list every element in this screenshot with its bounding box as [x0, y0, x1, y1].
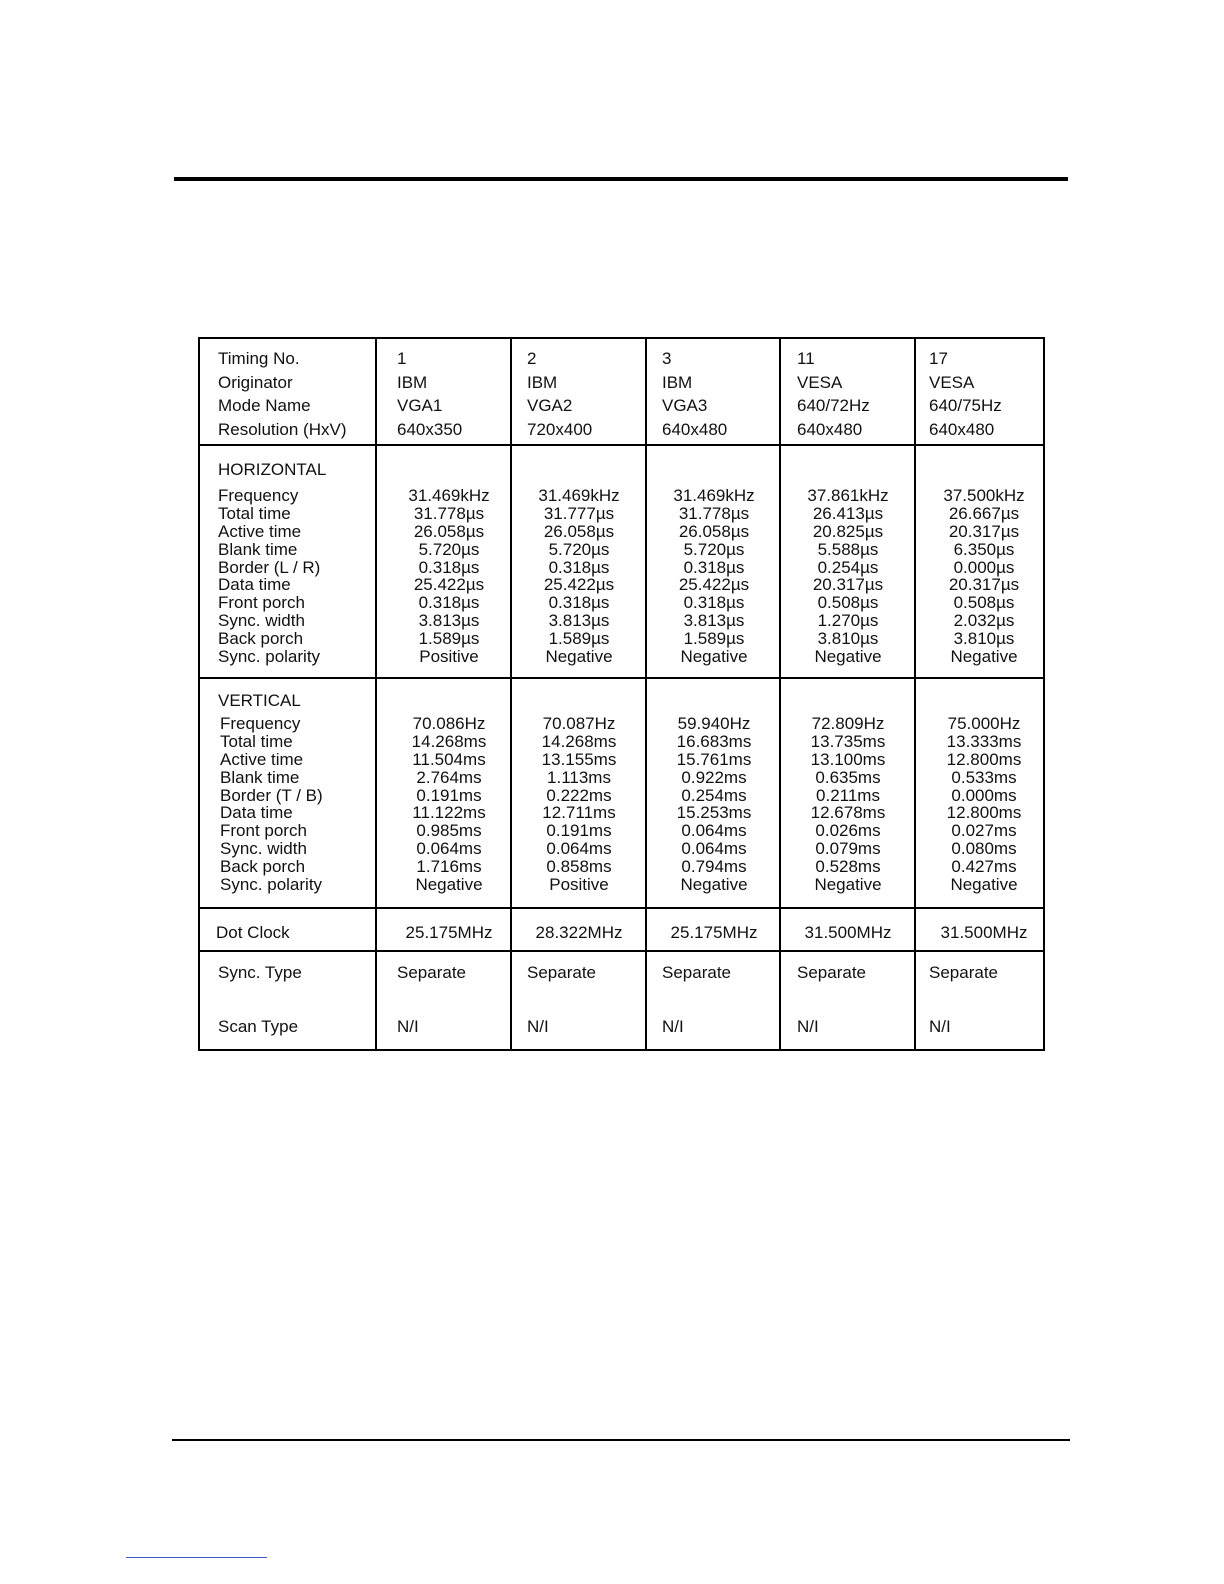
param-value: Negative: [415, 875, 483, 895]
param-value: Positive: [549, 875, 609, 895]
param-label: Border (L / R): [218, 557, 321, 577]
sync-type-value: Separate: [662, 963, 731, 982]
param-value: 5.588µs: [817, 539, 879, 559]
param-label: Border (T / B): [220, 785, 323, 805]
sync-type-value: Separate: [797, 963, 866, 982]
param-value: 25.422µs: [413, 575, 485, 595]
horizontal-section-title: HORIZONTAL: [218, 460, 327, 479]
param-value: 37.500kHz: [943, 486, 1025, 505]
param-value: 20.825µs: [812, 521, 884, 541]
header-column-4: [797, 347, 907, 441]
param-value: 3.813µs: [683, 611, 745, 631]
param-value: 0.858ms: [546, 857, 612, 877]
param-value: 0.027ms: [951, 821, 1017, 841]
horizontal-values-col-2: [525, 487, 633, 666]
param-value: 0.064ms: [416, 839, 482, 859]
header-value: VGA3: [662, 396, 708, 415]
param-value: 0.533ms: [951, 767, 1017, 787]
param-value: 26.058µs: [678, 521, 750, 541]
param-value: 14.268ms: [411, 731, 487, 751]
param-value: 26.058µs: [543, 521, 615, 541]
header-value: VGA2: [527, 396, 573, 415]
param-value: 12.800ms: [946, 749, 1022, 769]
param-value: 3.813µs: [548, 611, 610, 631]
scan-type-label: Scan Type: [218, 1017, 299, 1036]
row-divider: [200, 677, 1043, 679]
param-label: Back porch: [218, 629, 304, 649]
row-divider: [200, 950, 1043, 952]
label-resolution: Resolution (HxV): [218, 419, 347, 439]
param-value: 0.064ms: [681, 839, 747, 859]
header-value: VGA1: [397, 396, 443, 415]
vertical-section-title: VERTICAL: [218, 691, 301, 710]
param-value: 0.000ms: [951, 785, 1017, 805]
header-value: 640x480: [797, 419, 863, 439]
param-value: 0.794ms: [681, 857, 747, 877]
param-value: 20.317µs: [948, 575, 1020, 595]
param-label: Data time: [220, 803, 293, 823]
sync-type-label: Sync. Type: [218, 963, 302, 982]
param-value: 0.528ms: [815, 857, 881, 877]
param-value: 11.504ms: [412, 749, 486, 769]
param-label: Frequency: [220, 714, 301, 733]
horizontal-values-col-4: [794, 487, 902, 666]
param-label: Blank time: [220, 767, 300, 787]
param-value: 13.155ms: [541, 749, 617, 769]
param-value: 0.318µs: [418, 593, 480, 613]
param-value: 12.678ms: [810, 803, 886, 823]
vertical-values-col-4: [794, 715, 902, 894]
scan-type-value: N/I: [797, 1017, 819, 1036]
param-value: 0.191ms: [546, 821, 612, 841]
param-value: 0.079ms: [815, 839, 881, 859]
param-value: 11.122ms: [412, 803, 486, 823]
param-value: 0.222ms: [546, 785, 612, 805]
param-value: 15.253ms: [676, 803, 752, 823]
vertical-values-col-3: [660, 715, 768, 894]
footer-link-underline: [126, 1557, 267, 1558]
param-value: Negative: [680, 647, 748, 667]
param-value: 13.333ms: [946, 731, 1022, 751]
header-value: 17: [929, 349, 948, 368]
dot-clock-value: 25.175MHz: [405, 923, 493, 942]
param-label: Frequency: [218, 486, 299, 505]
param-label: Front porch: [218, 593, 305, 613]
param-value: 25.422µs: [543, 575, 615, 595]
top-rule: [174, 177, 1068, 181]
param-value: 1.270µs: [817, 611, 879, 631]
param-value: 0.508µs: [953, 593, 1015, 613]
param-value: 3.810µs: [953, 629, 1015, 649]
param-label: Active time: [220, 749, 304, 769]
param-value: 0.191ms: [416, 785, 482, 805]
param-value: 31.778µs: [413, 503, 485, 523]
param-value: 31.469kHz: [408, 486, 490, 505]
param-value: Negative: [950, 875, 1018, 895]
param-value: 1.113ms: [547, 767, 611, 787]
horizontal-values-col-1: [395, 487, 503, 666]
param-value: 3.813µs: [418, 611, 480, 631]
dot-clock-label: Dot Clock: [216, 923, 290, 942]
param-value: 13.100ms: [810, 749, 886, 769]
param-value: Negative: [950, 647, 1018, 667]
param-value: 26.413µs: [812, 503, 884, 523]
param-label: Sync. width: [218, 611, 305, 631]
header-value: 2: [527, 349, 537, 368]
param-value: 0.211ms: [816, 785, 880, 805]
param-label: Data time: [218, 575, 291, 595]
param-value: Negative: [814, 647, 882, 667]
param-value: 1.716ms: [416, 857, 482, 877]
param-value: 37.861kHz: [807, 486, 889, 505]
param-value: 1.589µs: [548, 629, 610, 649]
param-value: 6.350µs: [953, 539, 1015, 559]
param-value: 2.032µs: [953, 611, 1015, 631]
param-value: 1.589µs: [683, 629, 745, 649]
header-column-5: [929, 347, 1039, 441]
param-value: 16.683ms: [676, 731, 752, 751]
param-value: 5.720µs: [418, 539, 480, 559]
param-value: 12.711ms: [542, 803, 616, 823]
param-value: 0.922ms: [681, 767, 747, 787]
param-value: 0.635ms: [815, 767, 881, 787]
param-value: 31.778µs: [678, 503, 750, 523]
header-labels: [218, 347, 373, 441]
param-value: 2.764ms: [416, 767, 482, 787]
param-value: 0.080ms: [951, 839, 1017, 859]
param-value: 0.318µs: [683, 557, 745, 577]
param-value: 70.087Hz: [542, 714, 616, 733]
header-value: 720x400: [527, 419, 593, 439]
param-value: 1.589µs: [418, 629, 480, 649]
param-value: 15.761ms: [676, 749, 752, 769]
header-value: 640x480: [662, 419, 728, 439]
header-value: IBM: [397, 372, 428, 392]
param-label: Sync. polarity: [218, 647, 321, 667]
dot-clock-value: 31.500MHz: [804, 923, 892, 942]
vertical-values-col-1: [395, 715, 503, 894]
vertical-labels: [220, 715, 375, 894]
param-value: 26.058µs: [413, 521, 485, 541]
param-label: Sync. width: [220, 839, 307, 859]
header-value: 640/72Hz: [797, 396, 870, 415]
label-timing-no: Timing No.: [218, 349, 300, 368]
param-value: 5.720µs: [548, 539, 610, 559]
param-value: 20.317µs: [948, 521, 1020, 541]
param-value: 13.735ms: [810, 731, 886, 751]
param-value: 26.667µs: [948, 503, 1020, 523]
param-value: 0.318µs: [683, 593, 745, 613]
row-divider: [200, 907, 1043, 909]
header-value: VESA: [797, 372, 843, 392]
param-value: 0.427ms: [951, 857, 1017, 877]
param-value: 31.469kHz: [538, 486, 620, 505]
sync-type-value: Separate: [527, 963, 596, 982]
param-value: 75.000Hz: [947, 714, 1021, 733]
vertical-values-col-5: [930, 715, 1038, 894]
param-value: 31.777µs: [543, 503, 615, 523]
bottom-rule: [172, 1439, 1070, 1441]
header-value: IBM: [662, 372, 693, 392]
param-value: 0.985ms: [416, 821, 482, 841]
sync-type-value: Separate: [929, 963, 998, 982]
param-value: 0.318µs: [418, 557, 480, 577]
param-value: 70.086Hz: [412, 714, 486, 733]
header-value: IBM: [527, 372, 558, 392]
row-divider: [200, 444, 1043, 446]
header-column-3: [662, 347, 772, 441]
header-value: VESA: [929, 372, 975, 392]
horizontal-labels: [218, 487, 373, 666]
param-label: Total time: [218, 503, 291, 523]
param-value: 0.318µs: [548, 593, 610, 613]
label-mode-name: Mode Name: [218, 396, 311, 415]
horizontal-values-col-3: [660, 487, 768, 666]
header-value: 3: [662, 349, 672, 368]
param-label: Front porch: [220, 821, 307, 841]
param-value: 5.720µs: [683, 539, 745, 559]
param-value: 31.469kHz: [673, 486, 755, 505]
param-label: Back porch: [220, 857, 306, 877]
header-value: 640x350: [397, 419, 463, 439]
param-label: Total time: [220, 731, 293, 751]
param-value: 12.800ms: [946, 803, 1022, 823]
param-value: 3.810µs: [817, 629, 879, 649]
vertical-values-col-2: [525, 715, 633, 894]
param-value: 0.000µs: [953, 557, 1015, 577]
param-value: Negative: [680, 875, 748, 895]
param-value: 0.064ms: [546, 839, 612, 859]
scan-type-value: N/I: [397, 1017, 419, 1036]
param-value: Negative: [814, 875, 882, 895]
header-value: 640/75Hz: [929, 396, 1002, 415]
sync-type-value: Separate: [397, 963, 466, 982]
param-value: 72.809Hz: [811, 714, 885, 733]
param-value: Negative: [545, 647, 613, 667]
scan-type-value: N/I: [527, 1017, 549, 1036]
param-value: 0.064ms: [681, 821, 747, 841]
header-column-2: [527, 347, 637, 441]
dot-clock-value: 31.500MHz: [940, 923, 1028, 942]
param-value: 25.422µs: [678, 575, 750, 595]
param-value: 20.317µs: [812, 575, 884, 595]
dot-clock-value: 28.322MHz: [535, 923, 623, 942]
param-value: 0.254ms: [681, 785, 747, 805]
label-originator: Originator: [218, 372, 293, 392]
horizontal-values-col-5: [930, 487, 1038, 666]
param-value: 0.508µs: [817, 593, 879, 613]
scan-type-value: N/I: [929, 1017, 951, 1036]
header-value: 640x480: [929, 419, 995, 439]
param-value: 59.940Hz: [677, 714, 751, 733]
param-label: Active time: [218, 521, 302, 541]
param-label: Blank time: [218, 539, 298, 559]
param-label: Sync. polarity: [220, 875, 323, 895]
header-value: 11: [797, 349, 815, 368]
timing-table: [198, 337, 1045, 1051]
param-value: 14.268ms: [541, 731, 617, 751]
param-value: Positive: [419, 647, 479, 667]
scan-type-value: N/I: [662, 1017, 684, 1036]
param-value: 0.318µs: [548, 557, 610, 577]
param-value: 0.254µs: [817, 557, 879, 577]
header-column-1: [397, 347, 507, 441]
header-value: 1: [397, 349, 407, 368]
dot-clock-value: 25.175MHz: [670, 923, 758, 942]
param-value: 0.026ms: [815, 821, 881, 841]
